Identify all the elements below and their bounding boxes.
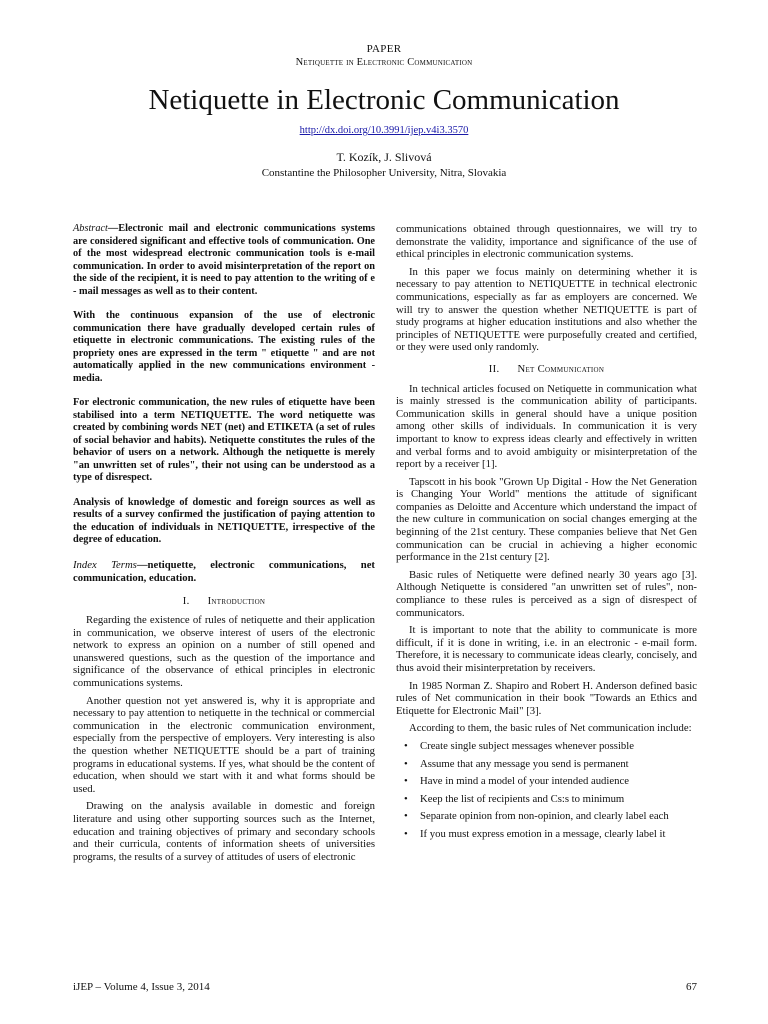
footer-page-number: 67 [686, 981, 697, 993]
intro-paragraph-3-continued: communications obtained through questionnaires, we will try to demonstrate the validity, importance and significance of the use of ethical principles in electronic communication systems. [396, 223, 697, 261]
index-terms-label: Index Terms [73, 558, 137, 571]
section-title: Net Communication [517, 362, 605, 375]
section-heading-net-communication [396, 363, 697, 376]
affiliation: Constantine the Philosopher University, Nitra, Slovakia [261, 167, 507, 179]
list-item [396, 775, 697, 788]
section-heading-introduction [73, 595, 375, 608]
abstract-paragraph-1 [73, 223, 375, 298]
bullet-icon: • [404, 775, 408, 788]
list-item [396, 810, 697, 823]
net-paragraph-3: Basic rules of Netiquette were defined nearly 30 years ago [3]. Although Netiquette is considered "an unwritten set of rules", non-compliance to these rules is perceived as a sign of disrespect of communicators. [396, 568, 697, 619]
list-item-text: If you must express emotion in a message, clearly label it [420, 827, 666, 840]
list-item-text: Keep the list of recipients and Cs:s to minimum [420, 792, 625, 805]
abstract-paragraph-3: For electronic communication, the new rules of etiquette have been stabilised into a term NETIQUETTE. The word netiquette was created by combining words NET (net) and ETIKETA (a set of rules of social behavior and habits). Netiquette constitutes the rules of the behavior of users on a network. Although the netiquette is merely "an unwritten set of rules", their not using can be understood as a type of disrespect. [73, 397, 375, 483]
right-column [396, 223, 697, 846]
list-item [396, 828, 697, 841]
index-terms [73, 559, 375, 586]
header-section-label: PAPER [366, 43, 402, 55]
net-paragraph-6: According to them, the basic rules of Net communication include: [409, 722, 692, 735]
net-paragraph-5: In 1985 Norman Z. Shapiro and Robert H. Anderson defined basic rules of Net communication in their book "Towards an Ethics and Etiquette for Electronic Mail" [3]. [396, 679, 697, 717]
net-paragraph-2: Tapscott in his book "Grown Up Digital - How the Net Generation is Changing Your World" mentions the attitude of significant companies as Deloitte and Accenture which understand the impact of the new culture in communication on social changes emerging at the beginning of the 21st century. These companies believe that Net Gen communication can be crucial in achieving a higher economic performance in the 21st century [2]. [396, 475, 697, 564]
intro-paragraph-3: Drawing on the analysis available in domestic and foreign literature and using other supporting sources such as the Internet, education and training objectives of primary and secondary schools and their curricula, contents of information sheets of universities programs, the results of a survey of attitudes of users of electronic [73, 800, 375, 863]
doi-link[interactable]: http://dx.doi.org/10.3991/ijep.v4i3.3570 [299, 125, 469, 136]
abstract-text-1: —Electronic mail and electronic communications systems are considered significant and effective tools of communication. One of the most widespread electronic communication tools is e-mail communication. In order to avoid misinterpretation of the report on the side of the recipient, it is need to pay attention to the writing of e - mail messages as well as to their content. [73, 223, 375, 297]
abstract-paragraph-4: Analysis of knowledge of domestic and foreign sources as well as results of a survey confirmed the justification of paying attention to the education of individuals in NETIQUETTE, irrespective of the degree of education. [73, 496, 375, 545]
header-running-title: Netiquette in Electronic Communication [295, 57, 473, 68]
bullet-icon: • [404, 792, 408, 805]
intro-paragraph-4: In this paper we focus mainly on determining whether it is necessary to pay attention to NETIQUETTE in technical electronic communications, especially as far as employers are concerned. We will try to answer the question whether NETIQUETTE is part of study programs at higher education institutions and also whether the principles of NETIQUETTE were purposefully created and certified, or they were used only randomly. [396, 265, 697, 354]
bullet-icon: • [404, 757, 408, 770]
intro-paragraph-1: Regarding the existence of rules of netiquette and their application in communication, we observe interest of users of the electronic network to express an opinion on a number of still opened and unanswered questions, such as the question of the importance and significance of the observance of ethical principles in electronic communications systems. [73, 614, 375, 690]
footer-journal: iJEP – Volume 4, Issue 3, 2014 [73, 981, 210, 993]
list-item [396, 793, 697, 806]
section-number: II. [488, 362, 500, 375]
intro-paragraph-2: Another question not yet answered is, why it is appropriate and necessary to pay attention to netiquette in the technical or commercial communication in the electronic communication environment, especially from the perspective of employers. Very interesting is also the question whether NETIQUETTE should be a part of training programs in educational systems. If yes, what should be the content of education, when should we start with it and what forms should be used. [73, 694, 375, 795]
net-paragraph-1: In technical articles focused on Netiquette in communication what is mainly stressed is the communication ability of participants. Communication skills in general should have a unique position among other skills of individuals. In communication it is very important to know to express ideas clearly and effectively in written and verbal forms and to avoid ambiguity or misinterpretation of the report by a receiver [1]. [396, 382, 697, 471]
net-paragraph-4: It is important to note that the ability to communicate is more difficult, if it is done in writing, i.e. in an electronic - e-mail form. Therefore, it is necessary to communicate ideas clearly, concisely, and thus avoid their misinterpretation by receivers. [396, 624, 697, 674]
left-column [73, 223, 375, 868]
list-item-text: Create single subject messages whenever possible [420, 739, 634, 752]
section-title: Introduction [207, 594, 266, 607]
paper-title: Netiquette in Electronic Communication [148, 84, 620, 116]
list-item-text: Assume that any message you send is permanent [420, 757, 629, 770]
abstract-label: Abstract [73, 223, 108, 234]
bullet-icon: • [404, 739, 408, 752]
list-item [396, 740, 697, 753]
authors: T. Kozík, J. Slivová [336, 150, 432, 164]
list-item-text: Separate opinion from non-opinion, and clearly label each [420, 810, 669, 823]
bullet-icon: • [404, 827, 408, 840]
index-terms-text: —netiquette, electronic communications, net communication, education. [73, 558, 375, 584]
list-item [396, 758, 697, 771]
list-item-text: Have in mind a model of your intended audience [420, 775, 629, 788]
bullet-icon: • [404, 810, 408, 823]
doi-link-container [0, 125, 768, 136]
abstract-paragraph-2: With the continuous expansion of the use of electronic communication there have gradually developed certain rules of etiquette in electronic communications. The existing rules of the propriety ones are expressed in the term " etiquette " and are not automatically applied in the new communications environment - media. [73, 310, 375, 384]
netiquette-rules-list [396, 740, 697, 841]
section-number: I. [182, 594, 190, 607]
